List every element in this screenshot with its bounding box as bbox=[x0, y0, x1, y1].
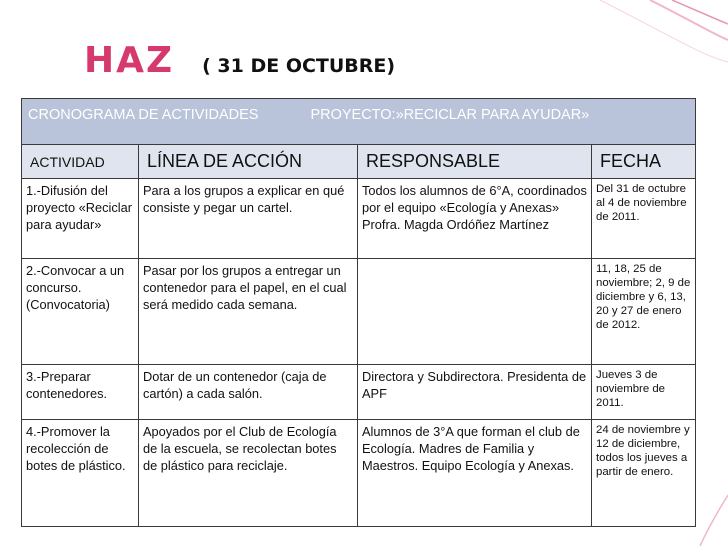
cell-actividad: 1.-Difusión del proyecto «Reciclar para ayudar» bbox=[22, 179, 139, 259]
cell-linea: Para a los grupos a explicar en qué consiste y pegar un cartel. bbox=[139, 179, 358, 259]
cell-linea: Apoyados por el Club de Ecología de la escuela, se recolectan botes de plástico para reciclaje. bbox=[139, 420, 358, 527]
cell-responsable: Todos los alumnos de 6°A, coordinados por el equipo «Ecología y Anexas» Profra. Magda Ordóñez Martínez bbox=[358, 179, 592, 259]
table-title-row bbox=[22, 99, 696, 145]
cell-fecha: 24 de noviembre y 12 de diciembre, todos los jueves a partir de enero. bbox=[592, 420, 696, 527]
slide-date: ( 31 DE OCTUBRE) bbox=[202, 55, 396, 77]
table-row bbox=[22, 259, 696, 365]
cell-fecha: Del 31 de octubre al 4 de noviembre de 2011. bbox=[592, 179, 696, 259]
cell-linea: Dotar de un contenedor (caja de cartón) a cada salón. bbox=[139, 365, 358, 420]
table-title-cell bbox=[22, 99, 696, 145]
cell-actividad: 4.-Promover la recolección de botes de plástico. bbox=[22, 420, 139, 527]
cell-fecha: Jueves 3 de noviembre de 2011. bbox=[592, 365, 696, 420]
column-header-fecha: FECHA bbox=[592, 145, 696, 179]
schedule-table bbox=[21, 98, 696, 527]
cell-responsable bbox=[358, 259, 592, 365]
table-row bbox=[22, 179, 696, 259]
column-header-responsable: RESPONSABLE bbox=[358, 145, 592, 179]
column-header-actividad: ACTIVIDAD bbox=[22, 145, 139, 179]
table-row bbox=[22, 420, 696, 527]
table-title-right: PROYECTO:»RECICLAR PARA AYUDAR» bbox=[310, 107, 590, 123]
table-row bbox=[22, 365, 696, 420]
column-header-linea: LÍNEA DE ACCIÓN bbox=[139, 145, 358, 179]
slide-title: HAZ bbox=[84, 40, 175, 81]
cell-actividad: 3.-Preparar contenedores. bbox=[22, 365, 139, 420]
slide-header bbox=[84, 40, 395, 80]
cell-responsable: Directora y Subdirectora. Presidenta de APF bbox=[358, 365, 592, 420]
cell-linea: Pasar por los grupos a entregar un contenedor para el papel, en el cual será medido cada semana. bbox=[139, 259, 358, 365]
table-title-left: CRONOGRAMA DE ACTIVIDADES bbox=[28, 107, 259, 123]
cell-responsable: Alumnos de 3°A que forman el club de Ecología. Madres de Familia y Maestros. Equipo Ecología y Anexas. bbox=[358, 420, 592, 527]
cell-fecha: 11, 18, 25 de noviembre; 2, 9 de diciembre y 6, 13, 20 y 27 de enero de 2012. bbox=[592, 259, 696, 365]
column-header-row bbox=[22, 145, 696, 179]
cell-actividad: 2.-Convocar a un concurso. (Convocatoria) bbox=[22, 259, 139, 365]
